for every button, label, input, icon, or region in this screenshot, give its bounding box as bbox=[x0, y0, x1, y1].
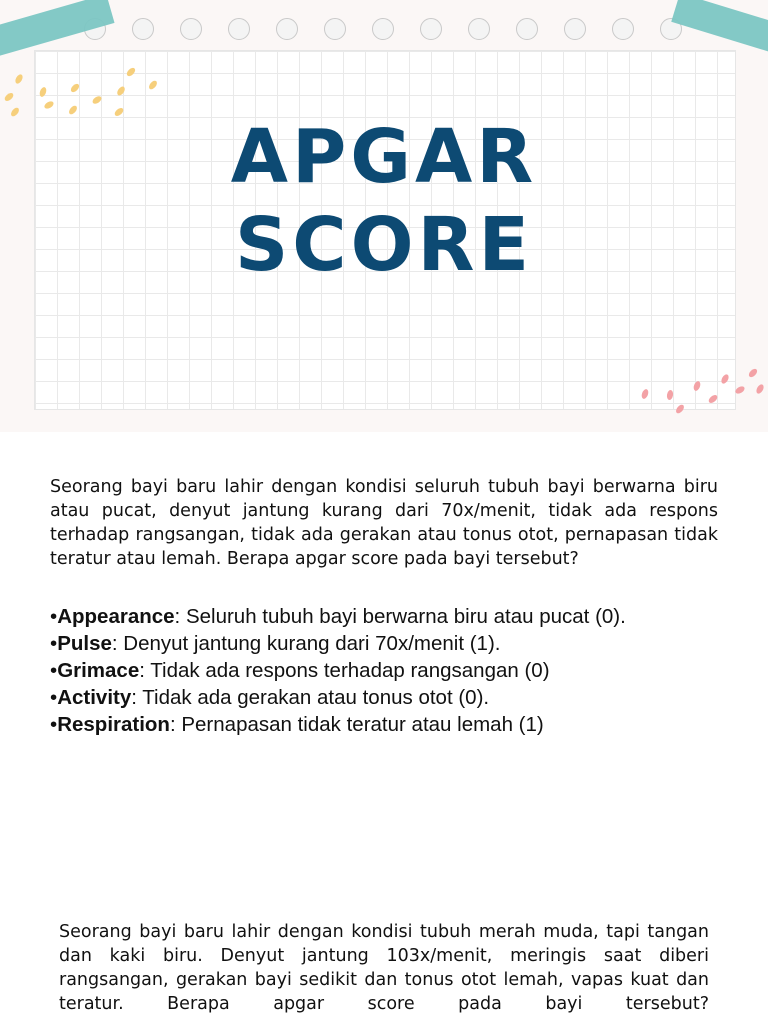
title-slide bbox=[0, 0, 768, 432]
tape-right-decoration bbox=[671, 0, 768, 57]
confetti-dot bbox=[755, 383, 765, 395]
answer-text: : Tidak ada gerakan atau tonus otot (0). bbox=[131, 686, 490, 709]
answer-item-appearance bbox=[50, 603, 740, 630]
second-question-paragraph: Seorang bayi baru lahir dengan kondisi tubuh merah muda, tapi tangan dan kaki biru. Denyut jantung 103x/menit, meringis saat diberi rangsangan, gerakan bayi sedikit dan tonus otot lemah, vapas kuat dan teratur. Berapa apgar score pada bayi tersebut? bbox=[59, 922, 709, 1014]
bullet: • bbox=[50, 605, 58, 628]
answer-item-activity bbox=[50, 684, 740, 711]
question-paragraph: Seorang bayi baru lahir dengan kondisi seluruh tubuh bayi berwarna biru atau pucat, denyut jantung kurang dari 70x/menit, tidak ada respons terhadap rangsangan, tidak ada gerakan atau tonus otot, pernapasan tidak teratur atau lemah. Berapa apgar score pada bayi tersebut? bbox=[50, 477, 718, 569]
answer-item-pulse bbox=[50, 630, 740, 657]
binder-hole bbox=[612, 18, 634, 40]
binder-hole bbox=[324, 18, 346, 40]
answer-label: Appearance bbox=[57, 605, 175, 628]
confetti-dot bbox=[9, 106, 20, 118]
binder-hole bbox=[564, 18, 586, 40]
answer-item-grimace bbox=[50, 657, 740, 684]
bullet: • bbox=[50, 632, 58, 655]
binder-hole bbox=[516, 18, 538, 40]
answer-label: Activity bbox=[57, 686, 132, 709]
confetti-dot bbox=[14, 73, 24, 85]
confetti-dot bbox=[747, 367, 758, 378]
bullet: • bbox=[50, 713, 58, 736]
binder-hole bbox=[132, 18, 154, 40]
answer-label: Respiration bbox=[57, 713, 170, 736]
answer-item-respiration bbox=[50, 711, 740, 738]
answer-list bbox=[50, 603, 740, 738]
binder-hole bbox=[420, 18, 442, 40]
bullet: • bbox=[50, 659, 58, 682]
binder-hole bbox=[180, 18, 202, 40]
binder-hole bbox=[228, 18, 250, 40]
binder-hole bbox=[276, 18, 298, 40]
answer-text: : Tidak ada respons terhadap rangsangan (0) bbox=[139, 659, 550, 682]
answer-label: Pulse bbox=[57, 632, 112, 655]
confetti-dot bbox=[3, 91, 15, 102]
answer-text: : Seluruh tubuh bayi berwarna biru atau pucat (0). bbox=[174, 605, 626, 628]
title-line-2: SCORE bbox=[234, 202, 534, 288]
binder-hole bbox=[468, 18, 490, 40]
title-line-1: APGAR bbox=[230, 114, 538, 200]
answer-text: : Denyut jantung kurang dari 70x/menit (1). bbox=[111, 632, 501, 655]
bullet: • bbox=[50, 686, 58, 709]
answer-label: Grimace bbox=[57, 659, 140, 682]
answer-text: : Pernapasan tidak teratur atau lemah (1) bbox=[169, 713, 544, 736]
binder-hole bbox=[372, 18, 394, 40]
